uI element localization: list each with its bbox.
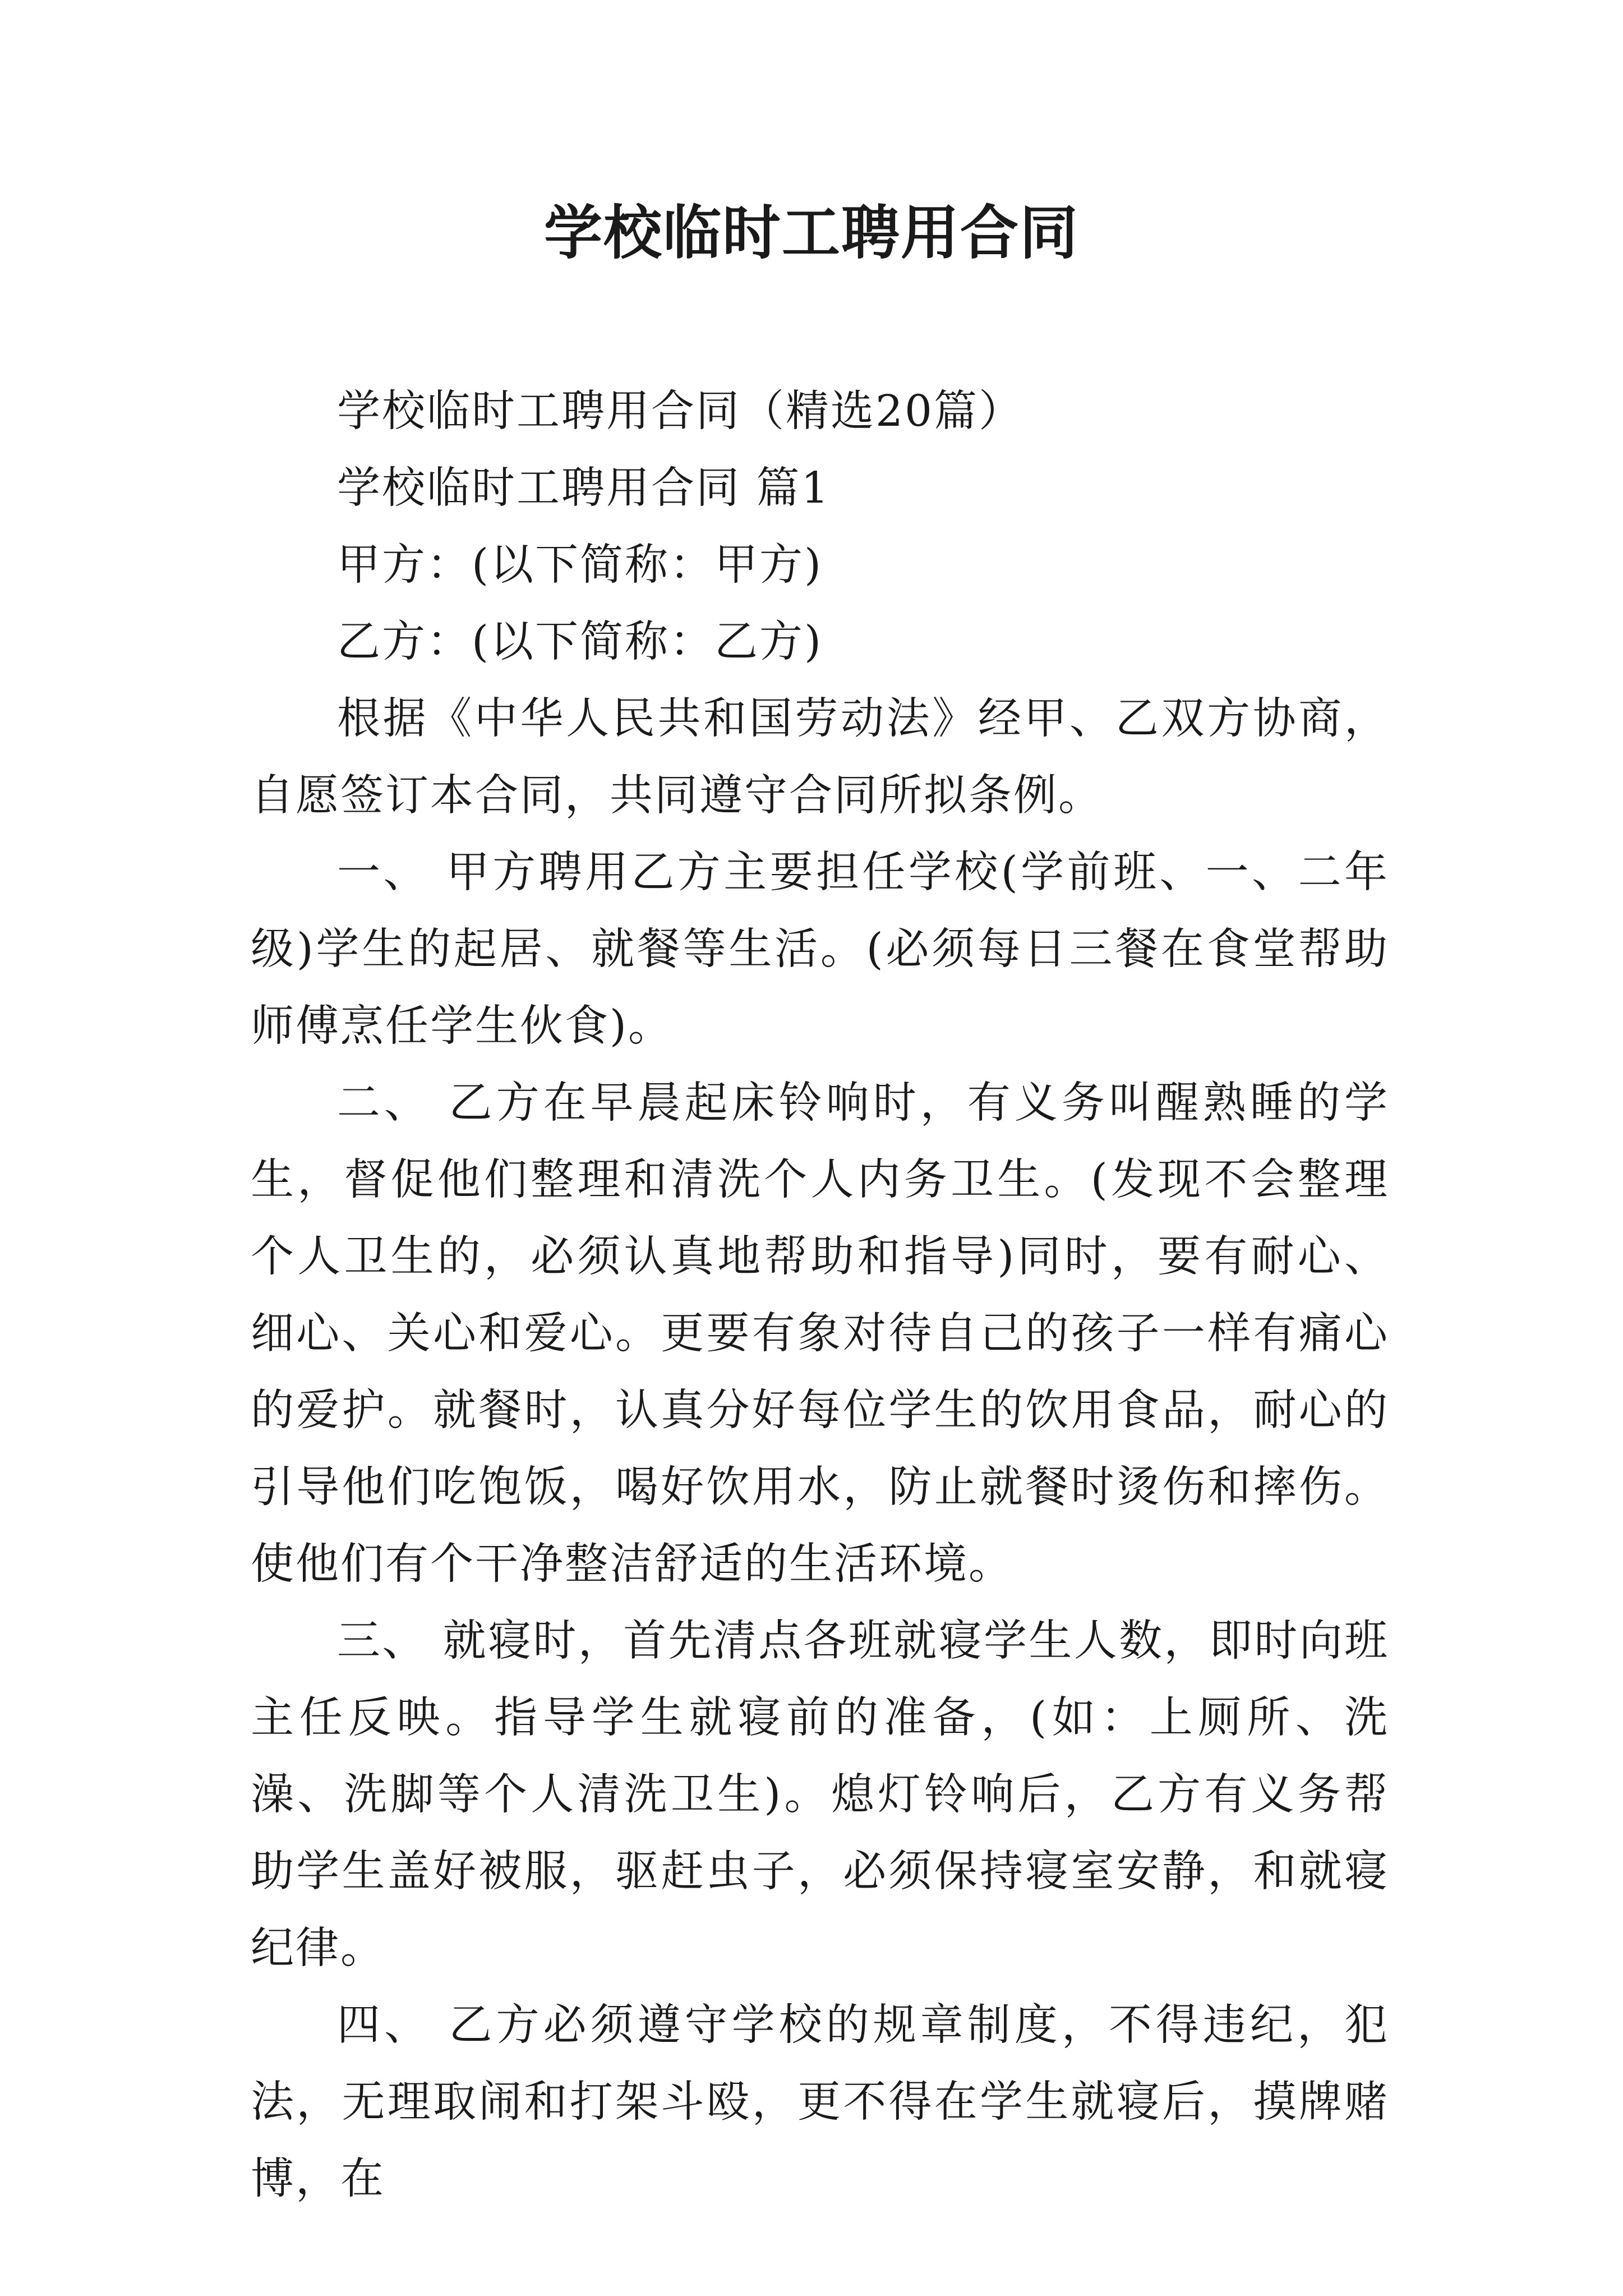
document-body bbox=[251, 373, 1389, 2217]
paragraph-clause-4: 四、 乙方必须遵守学校的规章制度，不得违纪，犯法，无理取闹和打架斗殴，更不得在学生就寝后，摸牌赌博，在 bbox=[251, 2000, 1389, 2204]
paragraph-preamble: 根据《中华人民共和国劳动法》经甲、乙双方协商，自愿签订本合同，共同遵守合同所拟条例。 bbox=[251, 694, 1389, 821]
paragraph-subtitle: 学校临时工聘用合同（精选20篇） bbox=[337, 386, 1023, 436]
paragraph-party-b: 乙方：(以下简称：乙方) bbox=[337, 617, 823, 667]
paragraph-clause-2: 二、 乙方在早晨起床铃响时，有义务叫醒熟睡的学生，督促他们整理和清洗个人内务卫生。(发现不会整理个人卫生的，必须认真地帮助和指导)同时，要有耐心、细心、关心和爱心。更要有象对待自己的孩子一样有痛心的爱护。就餐时，认真分好每位学生的饮用食品，耐心的引导他们吃饱饭，喝好饮用水，防止就餐时烫伤和摔伤。使他们有个干净整洁舒适的生活环境。 bbox=[251, 1078, 1389, 1589]
paragraph-clause-1: 一、 甲方聘用乙方主要担任学校(学前班、一、二年级)学生的起居、就餐等生活。(必须每日三餐在食堂帮助师傅烹任学生伙食)。 bbox=[251, 848, 1389, 1051]
paragraph-clause-3: 三、 就寝时，首先清点各班就寝学生人数，即时向班主任反映。指导学生就寝前的准备，(如：上厕所、洗澡、洗脚等个人清洗卫生)。熄灯铃响后，乙方有义务帮助学生盖好被服，驱赶虫子，必须保持寝室安静，和就寝纪律。 bbox=[251, 1616, 1389, 1973]
paragraph-section-heading: 学校临时工聘用合同 篇1 bbox=[337, 463, 831, 513]
document-title: 学校临时工聘用合同 bbox=[543, 198, 1079, 267]
paragraph-party-a: 甲方：(以下简称：甲方) bbox=[337, 540, 823, 590]
